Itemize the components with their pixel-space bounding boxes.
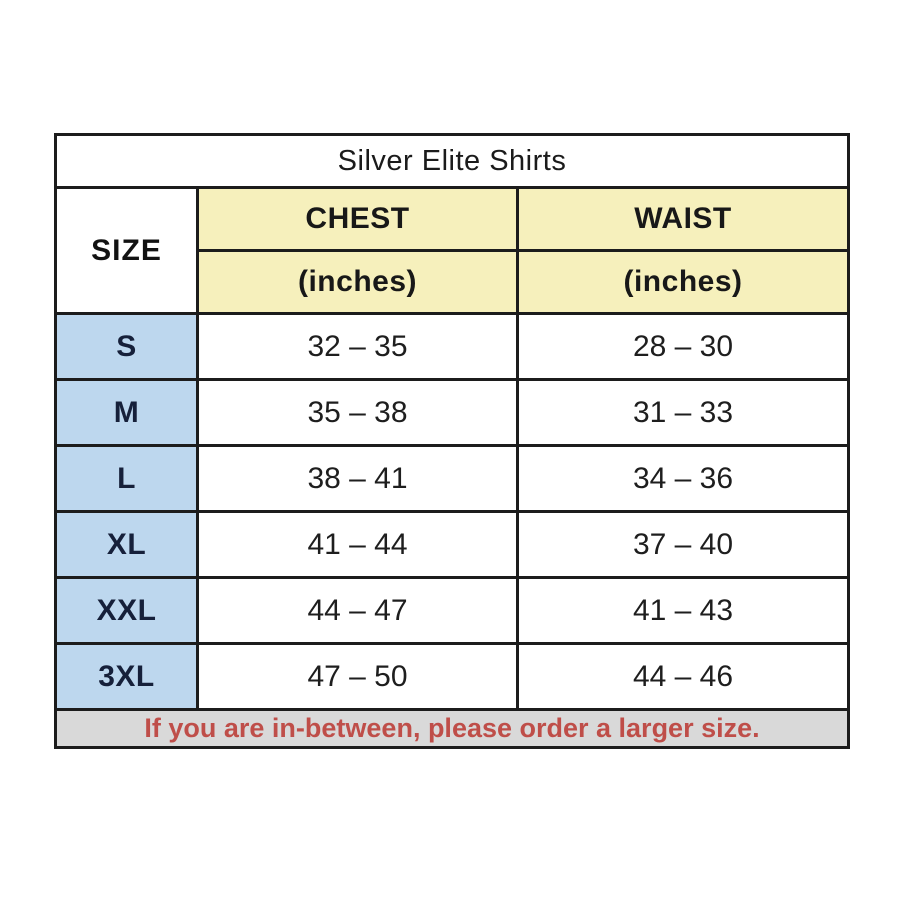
footer-row [56,710,849,748]
chest-cell: 44 – 47 [198,578,518,644]
waist-cell: 28 – 30 [518,314,849,380]
chest-cell: 38 – 41 [198,446,518,512]
chest-cell: 41 – 44 [198,512,518,578]
table-row [56,644,849,710]
header-row-main [56,188,849,251]
waist-cell: 44 – 46 [518,644,849,710]
column-header-size: SIZE [56,188,198,314]
chest-cell: 32 – 35 [198,314,518,380]
column-header-waist: WAIST [518,188,849,251]
size-chart-table [54,133,850,749]
size-cell: XXL [56,578,198,644]
size-cell: XL [56,512,198,578]
footer-note: If you are in-between, please order a larger size. [56,710,849,748]
waist-cell: 31 – 33 [518,380,849,446]
table-row [56,380,849,446]
chest-unit-label: (inches) [198,251,518,314]
table-row [56,512,849,578]
table-row [56,446,849,512]
size-cell: L [56,446,198,512]
size-cell: S [56,314,198,380]
chest-cell: 35 – 38 [198,380,518,446]
table-title: Silver Elite Shirts [56,135,849,188]
table-row [56,314,849,380]
size-cell: 3XL [56,644,198,710]
title-row [56,135,849,188]
waist-cell: 37 – 40 [518,512,849,578]
size-cell: M [56,380,198,446]
waist-cell: 41 – 43 [518,578,849,644]
table-row [56,578,849,644]
waist-unit-label: (inches) [518,251,849,314]
waist-cell: 34 – 36 [518,446,849,512]
chest-cell: 47 – 50 [198,644,518,710]
column-header-chest: CHEST [198,188,518,251]
